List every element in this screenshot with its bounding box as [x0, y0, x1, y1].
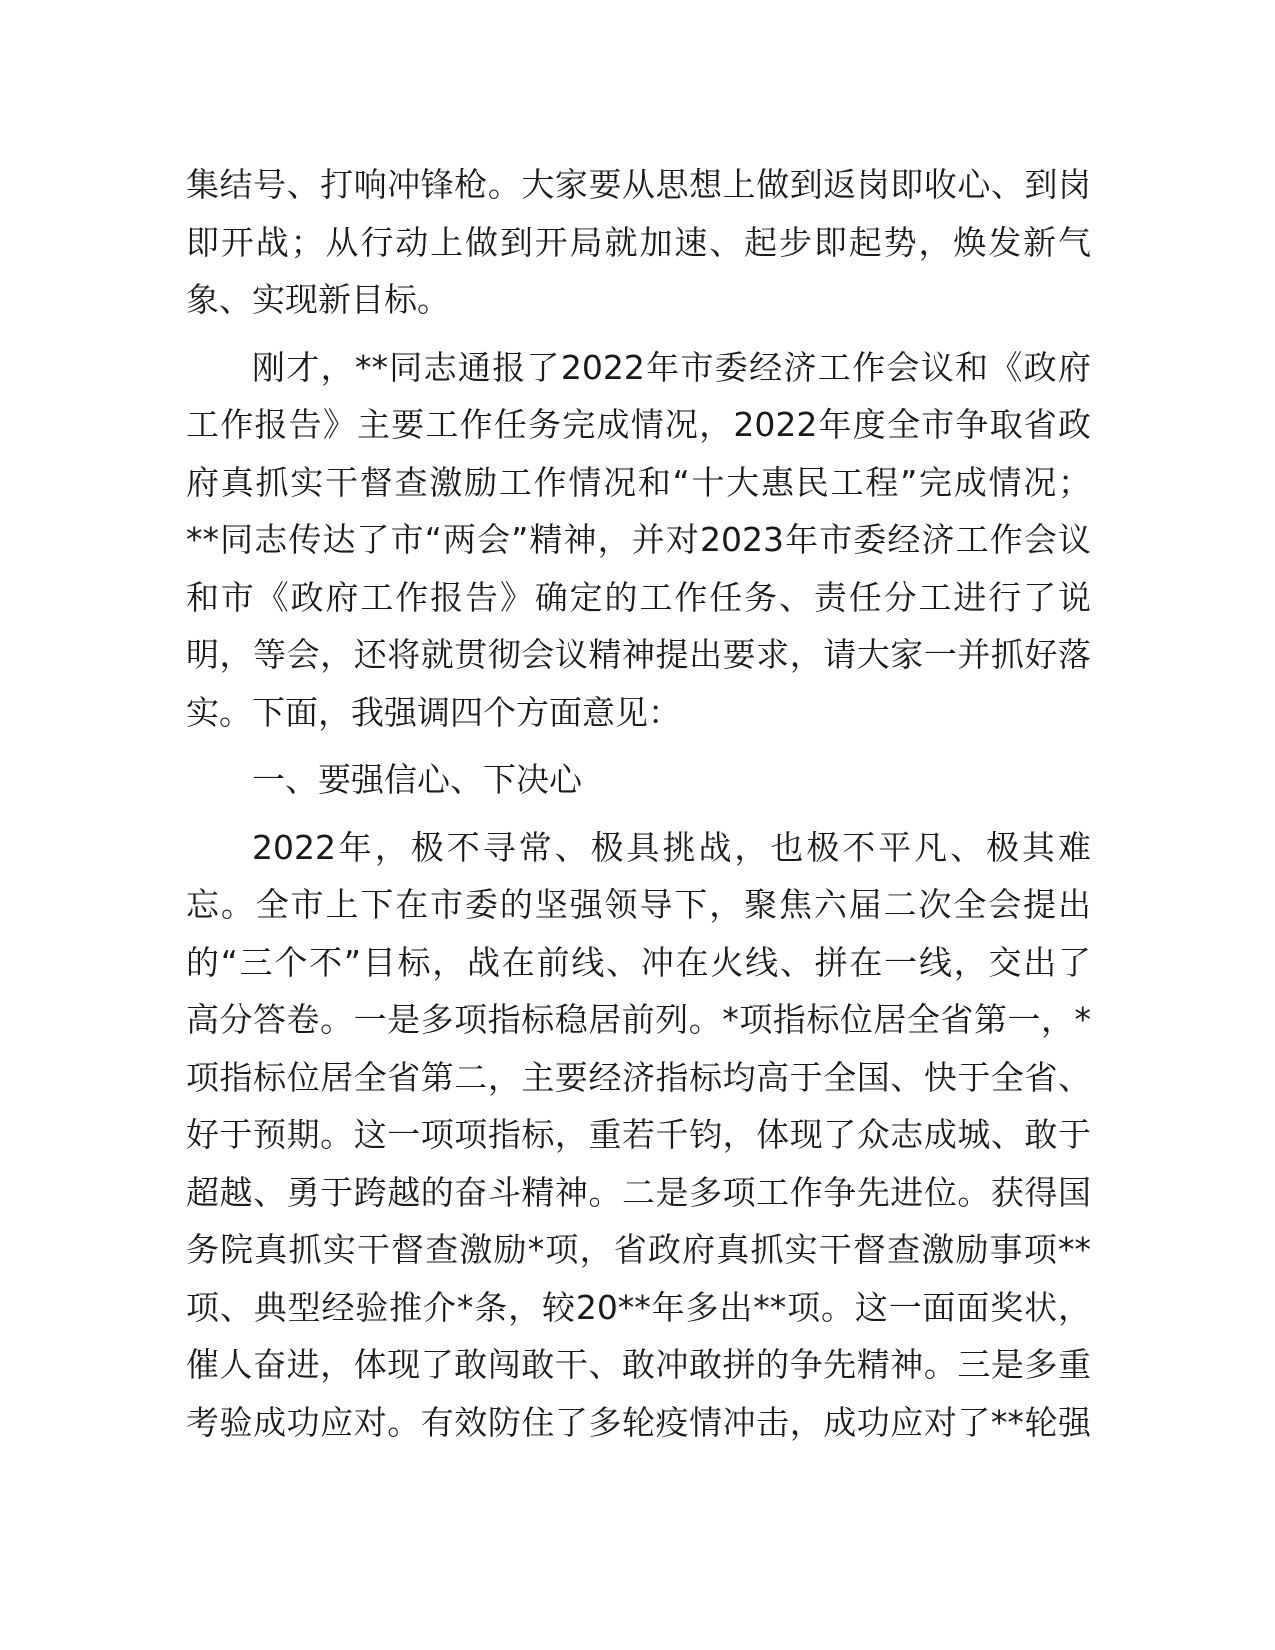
text-line: **同志传达了市“两会”精神，并对2023年市委经济工作会议	[186, 520, 1091, 559]
text-line: 和市《政府工作报告》确定的工作任务、责任分工进行了说	[186, 577, 1091, 617]
text-line: 忘。全市上下在市委的坚强领导下，聚焦六届二次全会提出	[186, 885, 1091, 924]
paragraph-continuation	[186, 156, 1091, 329]
text-line: 府真抓实干督查激励工作情况和“十大惠民工程”完成情况；	[186, 462, 1091, 502]
text-line: 超越、勇于跨越的奋斗精神。二是多项工作争先进位。获得国	[186, 1172, 1091, 1212]
paragraph-report-summary	[186, 339, 1091, 742]
text-line: 催人奋进，体现了敢闯敢干、敢冲敢拼的争先精神。三是多重	[186, 1345, 1091, 1384]
text-line: 象、实现新目标。	[186, 280, 450, 319]
text-line: 刚才，**同志通报了2022年市委经济工作会议和《政府	[252, 347, 1091, 387]
text-line: 集结号、打响冲锋枪。大家要从思想上做到返岗即收心、到岗	[186, 165, 1091, 204]
section-heading	[186, 751, 1091, 809]
text-line: 的“三个不”目标，战在前线、冲在火线、拼在一线，交出了	[186, 942, 1091, 982]
text-line: 实。下面，我强调四个方面意见：	[186, 692, 681, 732]
text-line: 好于预期。这一项项指标，重若千钧，体现了众志成城、敢于	[186, 1115, 1091, 1154]
text-line: 明，等会，还将就贯彻会议精神提出要求，请大家一并抓好落	[186, 635, 1091, 674]
text-line: 项、典型经验推介*条，较20**年多出**项。这一面面奖状，	[186, 1287, 1091, 1327]
paragraph-2022-review	[186, 819, 1091, 1452]
heading-text: 一、要强信心、下决心	[252, 760, 582, 799]
text-line: 考验成功应对。有效防住了多轮疫情冲击，成功应对了**轮强	[186, 1402, 1091, 1442]
text-line: 即开战；从行动上做到开局就加速、起步即起势，焕发新气	[186, 222, 1091, 262]
text-line: 工作报告》主要工作任务完成情况，2022年度全市争取省政	[186, 405, 1091, 444]
text-line: 2022年，极不寻常、极具挑战，也极不平凡、极其难	[252, 827, 1091, 867]
text-line: 项指标位居全省第二，主要经济指标均高于全国、快于全省、	[186, 1057, 1091, 1097]
document-body	[186, 156, 1091, 1451]
text-line: 高分答卷。一是多项指标稳居前列。*项指标位居全省第一，*	[186, 1000, 1091, 1039]
text-line: 务院真抓实干督查激励*项，省政府真抓实干督查激励事项**	[186, 1230, 1091, 1269]
